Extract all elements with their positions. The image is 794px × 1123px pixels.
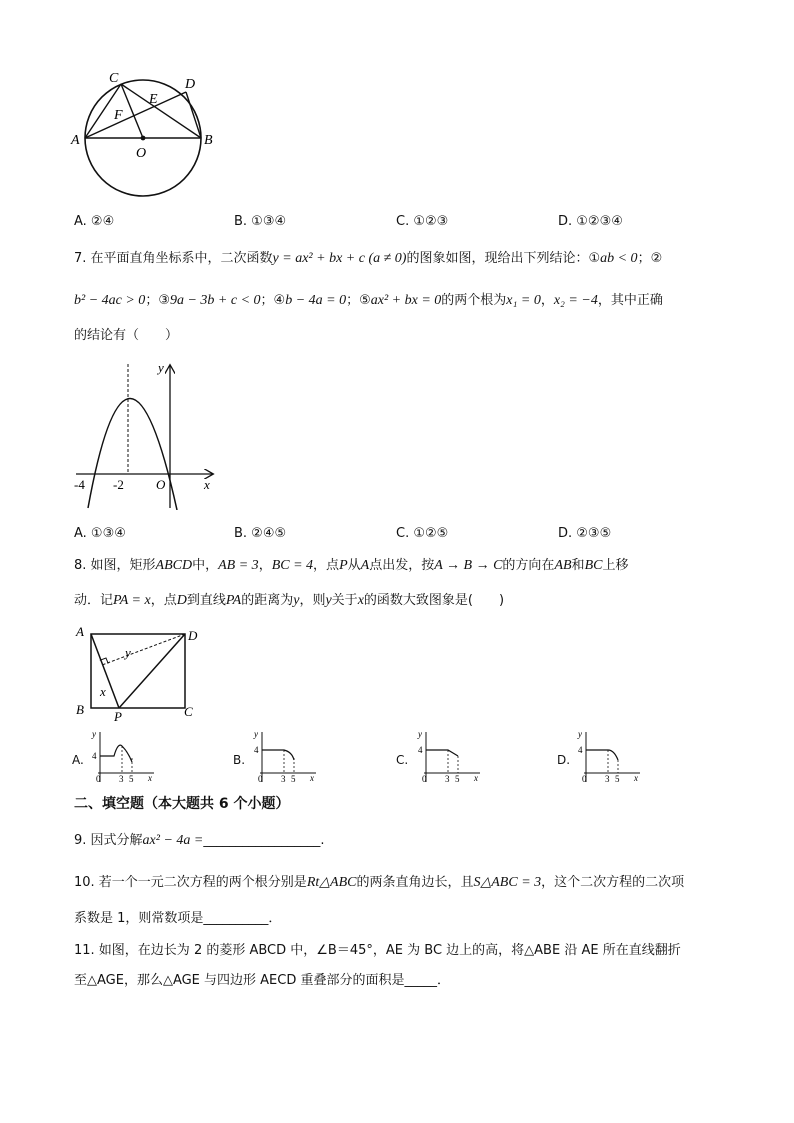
- q8-option-a-letter: A.: [72, 753, 84, 767]
- label-d: D: [185, 77, 196, 92]
- q8-line1: 8. 如图，矩形ABCD中，AB = 3，BC = 4，点P从A点出发，按A → B → C的方向在AB和BC上移: [74, 558, 629, 573]
- q11-line1: 11. 如图，在边长为 2 的菱形 ABCD 中，∠B＝45°，AE 为 BC 边上的高，将△ABE 沿 AE 所在直线翻折: [74, 943, 681, 958]
- q9-answer-blank[interactable]: __________________: [203, 833, 321, 848]
- q7-option-d: D. ②③⑤: [558, 526, 612, 541]
- section-heading: 二、填空题（本大题共 6 个小题）: [74, 796, 290, 812]
- graph-x-label: x: [204, 477, 210, 492]
- svg-text:x: x: [474, 773, 478, 783]
- svg-text:4: 4: [92, 751, 97, 761]
- svg-text:4: 4: [418, 745, 423, 755]
- svg-text:3: 3: [119, 774, 124, 784]
- label-c: C: [109, 71, 119, 86]
- svg-text:0: 0: [96, 774, 101, 784]
- q7-line3: 的结论有（ ）: [74, 328, 179, 343]
- svg-text:0: 0: [422, 774, 427, 784]
- q7-line1: 7. 在平面直角坐标系中，二次函数y = ax² + bx + c (a ≠ 0)的图象如图，现给出下列结论：①ab < 0；②: [74, 251, 663, 266]
- svg-text:4: 4: [578, 745, 583, 755]
- svg-text:x: x: [634, 773, 638, 783]
- center-dot: [141, 136, 146, 141]
- tick-neg4: -4: [74, 477, 85, 492]
- chord-db: [186, 92, 201, 138]
- q6-option-b: B. ①③④: [234, 214, 287, 229]
- q8-option-d-graph: [574, 728, 644, 784]
- label-a: A: [71, 133, 80, 148]
- chord-cb: [121, 84, 201, 138]
- option-c-curve: [426, 750, 458, 756]
- svg-text:5: 5: [455, 774, 460, 784]
- svg-text:y: y: [578, 729, 582, 739]
- rect-label-c: C: [184, 704, 193, 719]
- label-o: O: [136, 146, 147, 161]
- svg-text:5: 5: [291, 774, 296, 784]
- q6-option-c: C. ①②③: [396, 214, 449, 229]
- q7-option-a: A. ①③④: [74, 526, 126, 541]
- tick-neg2: -2: [113, 477, 124, 492]
- q6-option-a: A. ②④: [74, 214, 115, 229]
- perpendicular-dashed: [102, 634, 185, 665]
- option-d-curve: [586, 750, 618, 760]
- svg-text:x: x: [148, 773, 152, 783]
- label-e: E: [149, 92, 158, 107]
- option-b-curve: [262, 750, 294, 760]
- q7-line2: b² − 4ac > 0；③9a − 3b + c < 0；④b − 4a = 0；⑤ax² + bx = 0的两个根为x₁ = 0，x₂ = −4，其中正确: [74, 293, 663, 308]
- svg-text:y: y: [418, 729, 422, 739]
- rect-label-a: A: [76, 624, 84, 639]
- graph-y-label: y: [158, 360, 164, 375]
- svg-text:0: 0: [258, 774, 263, 784]
- svg-text:0: 0: [582, 774, 587, 784]
- rect-label-y: y: [125, 645, 131, 660]
- rect-label-p: P: [114, 709, 122, 724]
- q6-option-d: D. ①②③④: [558, 214, 623, 229]
- parabola-graph: [70, 358, 230, 510]
- q7-option-c: C. ①②⑤: [396, 526, 449, 541]
- q10-line1: 10. 若一个一元二次方程的两个根分别是Rt△ABC的两条直角边长，且S△ABC = 3，这个二次方程的二次项: [74, 875, 685, 890]
- q8-option-c-graph: [414, 728, 484, 784]
- svg-text:4: 4: [254, 745, 259, 755]
- origin-label: O: [156, 477, 166, 492]
- q7-option-b: B. ②④⑤: [234, 526, 287, 541]
- q8-option-d-letter: D.: [557, 753, 571, 767]
- label-b: B: [204, 133, 213, 148]
- svg-text:3: 3: [445, 774, 450, 784]
- svg-text:y: y: [92, 729, 96, 739]
- q9: 9. 因式分解ax² − 4a =__________________.: [74, 833, 325, 848]
- svg-text:x: x: [310, 773, 314, 783]
- parabola-curve: [88, 398, 177, 510]
- q8-option-a-graph: [88, 728, 158, 784]
- q8-option-c-letter: C.: [396, 753, 409, 767]
- label-f: F: [114, 108, 123, 123]
- q8-line2: 动．记PA = x，点D到直线PA的距离为y，则y关于x的函数大致图象是( ): [74, 593, 505, 608]
- circle-figure: [68, 68, 218, 208]
- svg-text:3: 3: [281, 774, 286, 784]
- svg-text:3: 3: [605, 774, 610, 784]
- svg-text:y: y: [254, 729, 258, 739]
- q8-option-b-graph: [250, 728, 320, 784]
- q11-line2: 至△AGE，那么△AGE 与四边形 AECD 重叠部分的面积是_____．: [74, 973, 450, 988]
- rectangle-figure: [72, 622, 212, 724]
- rect-label-b: B: [76, 702, 84, 717]
- svg-text:5: 5: [129, 774, 134, 784]
- q8-option-b-letter: B.: [233, 753, 246, 767]
- rect-label-x: x: [100, 684, 106, 699]
- svg-text:5: 5: [615, 774, 620, 784]
- rect-label-d: D: [188, 628, 198, 643]
- q10-line2: 系数是 1，则常数项是__________．: [74, 911, 282, 926]
- option-a-curve: [100, 745, 132, 762]
